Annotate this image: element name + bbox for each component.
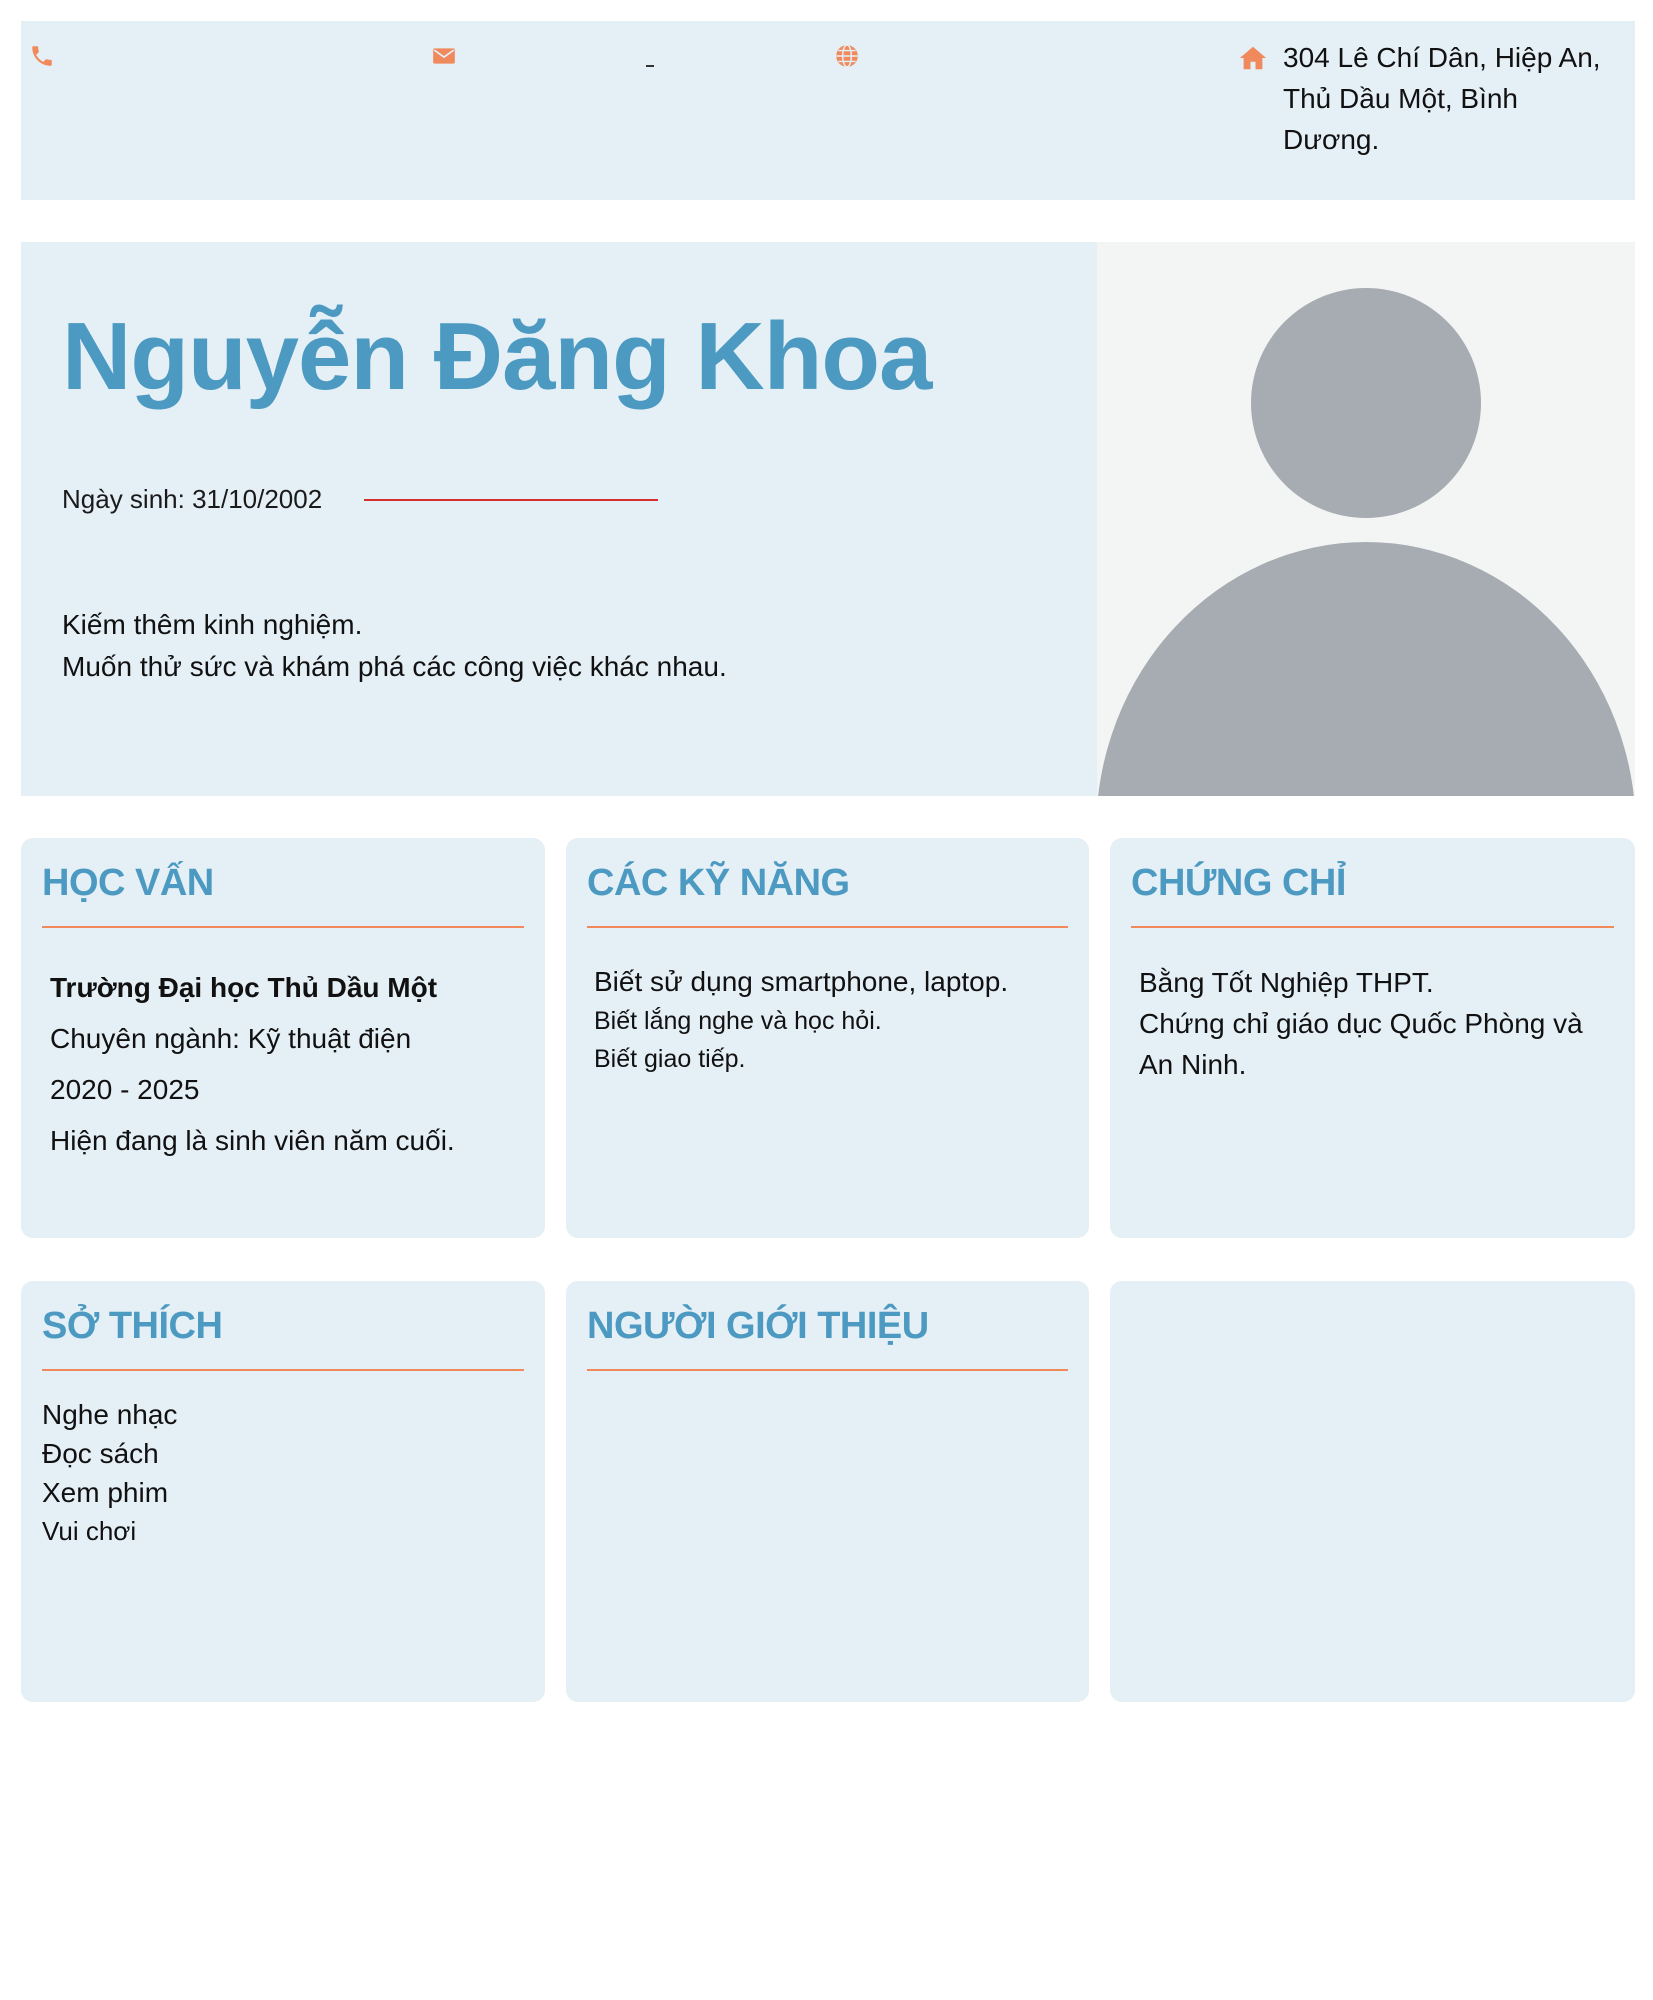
section-title: SỞ THÍCH <box>42 1305 223 1347</box>
major: Chuyên ngành: Kỹ thuật điện <box>50 1023 412 1054</box>
certificate-item: Bằng Tốt Nghiệp THPT. <box>1139 967 1434 998</box>
hobby-item: Nghe nhạc <box>42 1399 178 1430</box>
hobbies-card <box>21 1281 545 1702</box>
avatar-icon <box>1097 242 1635 796</box>
profile-photo <box>1097 242 1635 796</box>
empty-card <box>1110 1281 1635 1702</box>
date-of-birth: Ngày sinh: 31/10/2002 <box>62 484 323 514</box>
study-years: 2020 - 2025 <box>50 1074 200 1105</box>
address-line: 304 Lê Chí Dân, Hiệp An, <box>1283 42 1601 73</box>
skills-card <box>566 838 1089 1238</box>
references-card <box>566 1281 1089 1702</box>
address-line: Dương. <box>1283 124 1380 155</box>
skill-item: Biết sử dụng smartphone, laptop. <box>594 966 1009 997</box>
section-title: CÁC KỸ NĂNG <box>587 862 850 904</box>
hobbies-body <box>42 1395 524 1551</box>
certificate-item: An Ninh. <box>1139 1049 1247 1080</box>
section-divider <box>1131 926 1614 928</box>
contact-address <box>1237 37 1601 160</box>
section-divider <box>587 926 1068 928</box>
skill-item: Biết giao tiếp. <box>594 1045 746 1073</box>
study-status: Hiện đang là sinh viên năm cuối. <box>50 1125 455 1156</box>
objective-line: Kiếm thêm kinh nghiệm. <box>62 609 363 640</box>
contact-bar <box>21 21 1635 200</box>
skill-item: Biết lắng nghe và học hỏi. <box>594 1007 882 1035</box>
contact-phone <box>29 37 73 69</box>
section-title: HỌC VẤN <box>42 862 214 904</box>
section-divider <box>587 1369 1068 1371</box>
education-card <box>21 838 545 1238</box>
section-divider <box>42 1369 524 1371</box>
section-title: NGƯỜI GIỚI THIỆU <box>587 1305 929 1347</box>
hobby-item: Vui chơi <box>42 1516 137 1546</box>
section-title: CHỨNG CHỈ <box>1131 862 1346 904</box>
globe-icon <box>834 43 860 69</box>
school-name: Trường Đại học Thủ Dầu Một <box>50 972 438 1003</box>
address-line: Thủ Dầu Một, Bình <box>1283 83 1519 114</box>
email-dash <box>646 65 654 67</box>
dob-underline <box>364 499 658 501</box>
section-divider <box>42 926 524 928</box>
contact-email <box>431 37 475 69</box>
contact-website <box>834 37 878 69</box>
objective-line: Muốn thử sức và khám phá các công việc khác nhau. <box>62 651 727 682</box>
address-text <box>1283 37 1601 160</box>
education-body <box>50 962 524 1166</box>
career-objective <box>62 604 727 688</box>
certificates-card <box>1110 838 1635 1238</box>
certificate-item: Chứng chỉ giáo dục Quốc Phòng và <box>1139 1008 1583 1039</box>
home-icon <box>1237 43 1269 73</box>
skills-body <box>594 962 1068 1078</box>
dob-row <box>62 484 658 515</box>
email-icon <box>431 43 457 69</box>
phone-icon <box>29 43 55 69</box>
profile-name: Nguyễn Đăng Khoa <box>62 303 932 410</box>
hobby-item: Xem phim <box>42 1477 169 1508</box>
profile-panel <box>21 242 1097 796</box>
certificates-body <box>1139 962 1614 1085</box>
hobby-item: Đọc sách <box>42 1438 159 1469</box>
